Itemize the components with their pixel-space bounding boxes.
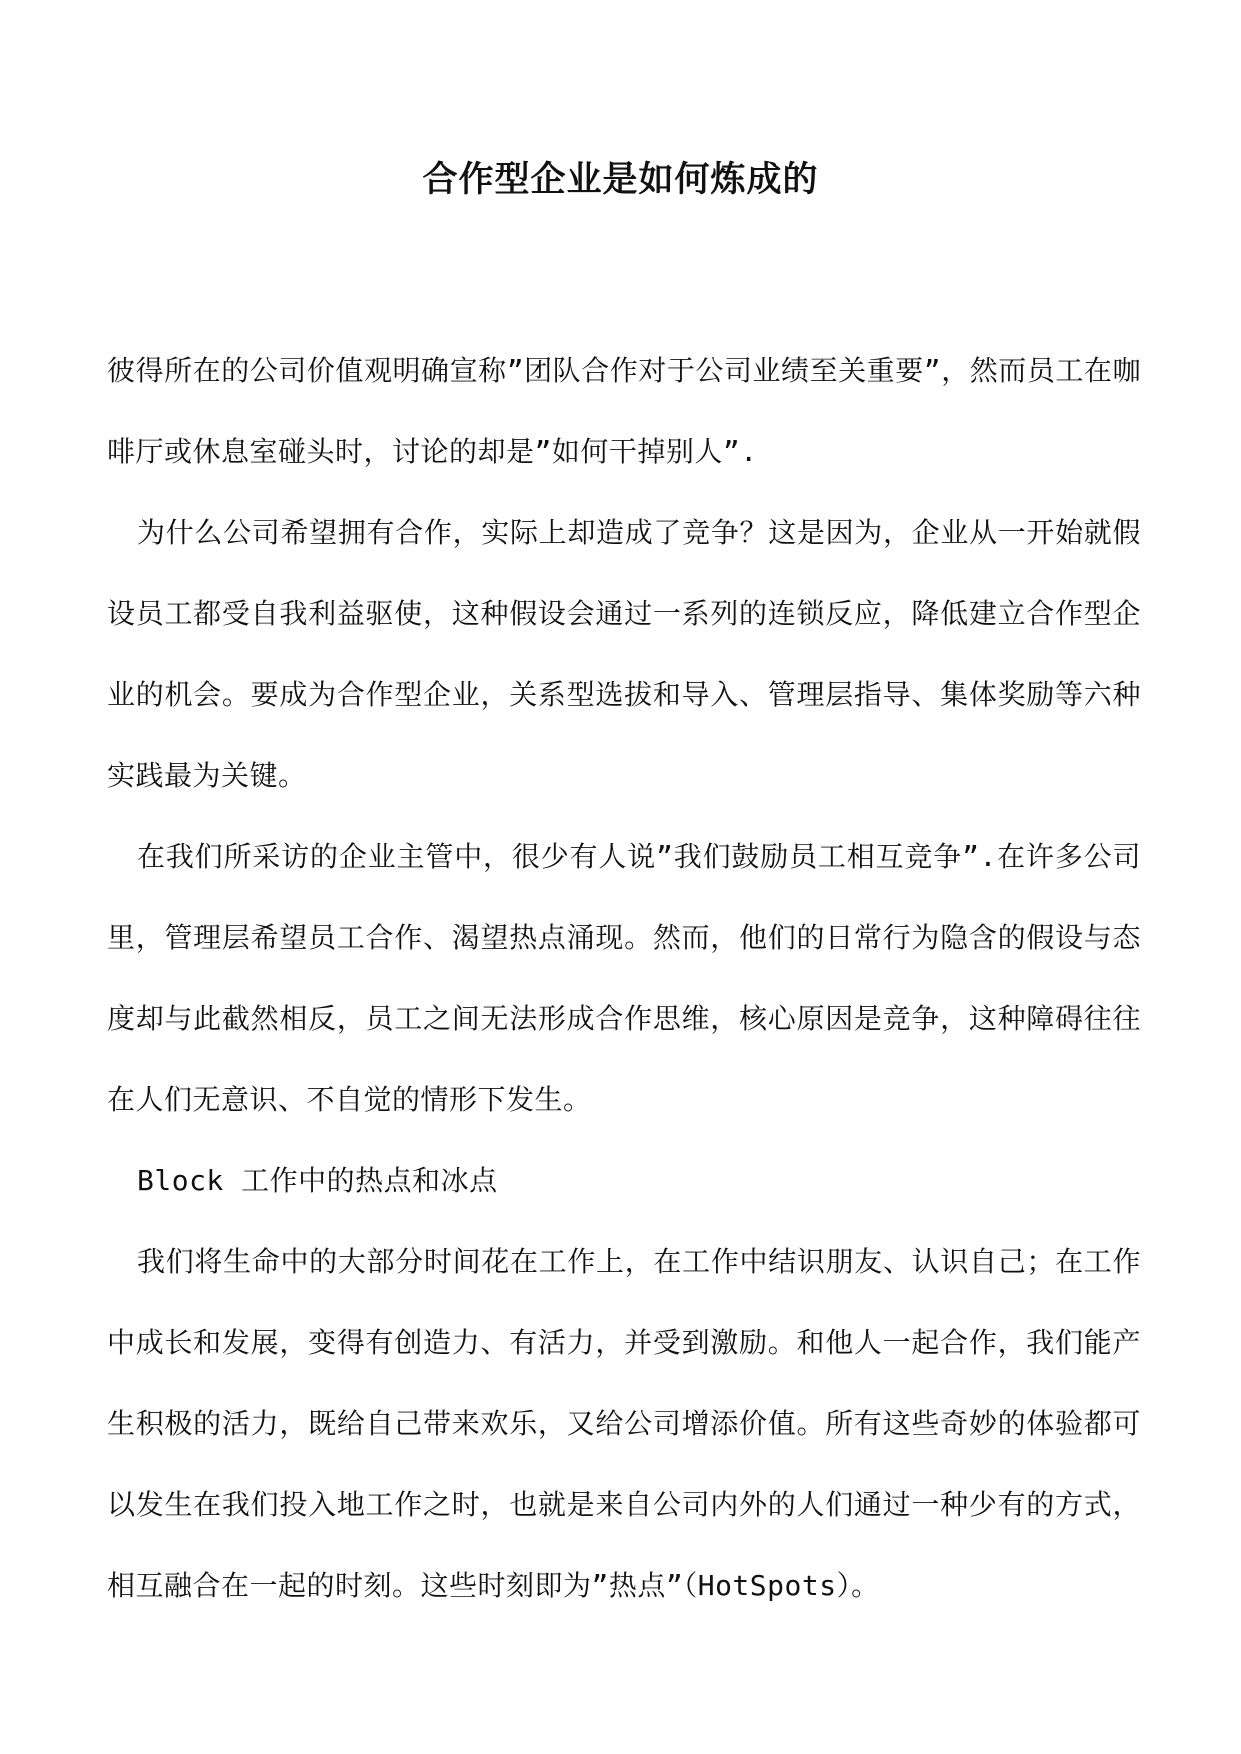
section-heading-hotspots: Block 工作中的热点和冰点 [137, 1164, 498, 1197]
document-body [107, 330, 1141, 1626]
document-title: 合作型企业是如何炼成的 [422, 159, 819, 200]
paragraph-managers-interview: 在我们所采访的企业主管中，很少有人说”我们鼓励员工相互竞争”.在许多公司里，管理层希望员工合作、渴望热点涌现。然而，他们的日常行为隐含的假设与态度却与此截然相反，员工之间无法形成合作思维，核心原因是竞争，这种障碍往往在人们无意识、不自觉的情形下发生。 [107, 840, 1141, 1116]
paragraph-intro: 彼得所在的公司价值观明确宣称”团队合作对于公司业绩至关重要”，然而员工在咖啡厅或休息室碰头时，讨论的却是”如何干掉别人”. [107, 354, 1141, 468]
paragraph-hotspots: 我们将生命中的大部分时间花在工作上，在工作中结识朋友、认识自己；在工作中成长和发展，变得有创造力、有活力，并受到激励。和他人一起合作，我们能产生积极的活力，既给自己带来欢乐，又给公司增添价值。所有这些奇妙的体验都可以发生在我们投入地工作之时，也就是来自公司内外的人们通过一种少有的方式，相互融合在一起的时刻。这些时刻即为”热点”（HotSpots）。 [107, 1245, 1141, 1602]
paragraph-why-competition: 为什么公司希望拥有合作，实际上却造成了竞争？这是因为，企业从一开始就假设员工都受自我利益驱使，这种假设会通过一系列的连锁反应，降低建立合作型企业的机会。要成为合作型企业，关系型选拔和导入、管理层指导、集体奖励等六种实践最为关键。 [107, 516, 1141, 792]
